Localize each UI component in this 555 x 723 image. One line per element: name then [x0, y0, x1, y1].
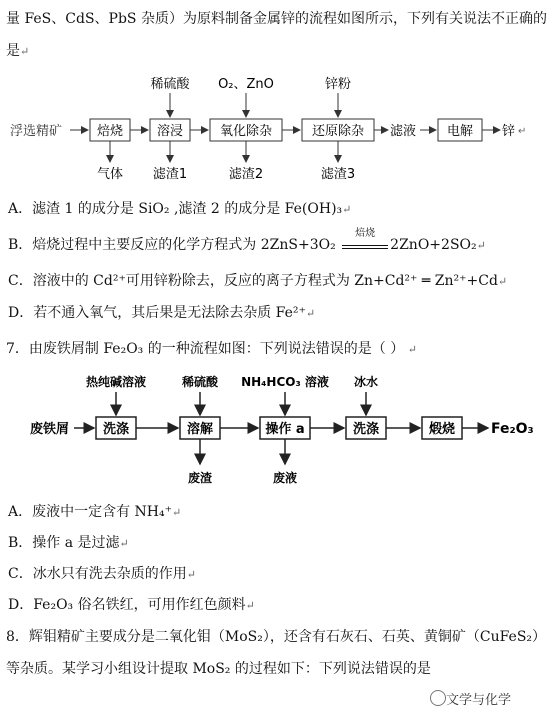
q6-option-a: A．滤渣 1 的成分是 SiO₂ ,滤渣 2 的成分是 Fe(OH)₃↵ — [8, 201, 352, 217]
q7-step-wash2-label: 洗涤 — [352, 422, 380, 437]
flow-end-zinc: 锌 — [502, 124, 516, 139]
q7-option-a: A．废液中一定含有 NH₄⁺↵ — [8, 504, 182, 520]
q7-flow-start: 废铁屑 — [30, 422, 70, 437]
q7-step-operation-a-label: 操作 a — [265, 422, 305, 437]
q6-option-b: B．焙烧过程中主要反应的化学方程式为 2ZnS+3O₂ 焙烧 2ZnO+2SO₂↵ — [8, 228, 486, 253]
output-residue3: 滤渣3 — [320, 167, 356, 182]
flow-filtrate: 滤液 — [390, 124, 417, 139]
q6-stem-line1: 量 FeS、CdS、PbS 杂质）为原料制备金属锌的流程如图所示，下列有关说法不正确的 — [6, 11, 547, 27]
q6-flowchart — [0, 68, 555, 192]
svg-text:↵: ↵ — [518, 126, 527, 137]
q7-input-nh4hco3: NH₄HCO₃ 溶液 — [241, 375, 329, 389]
input-zinc-powder: 锌粉 — [324, 77, 352, 92]
wechat-icon — [430, 690, 446, 706]
q7-option-c: C．冰水只有洗去杂质的作用↵ — [8, 566, 196, 582]
q6-stem-line2: 是↵ — [6, 43, 30, 59]
q8-line2: 等杂质。某学习小组设计提取 MoS₂ 的过程如下：下列说法错误的是 — [6, 661, 431, 677]
input-o2-zno: O₂、ZnO — [218, 77, 274, 92]
q7-stem: 7．由废铁屑制 Fe₂O₃ 的一种流程如图：下列说法错误的是（ ） ↵ — [6, 341, 417, 357]
q7-flowchart — [0, 370, 555, 494]
flow-step-roast-label: 焙烧 — [96, 124, 124, 139]
input-sulfuric-acid: 稀硫酸 — [150, 77, 190, 92]
reaction-condition-arrow: 焙烧 — [342, 237, 388, 249]
output-gas: 气体 — [96, 167, 124, 182]
output-residue2: 滤渣2 — [228, 167, 264, 182]
flow-step-reduce-label: 还原除杂 — [311, 124, 365, 139]
watermark-text: 文学与化学 — [446, 693, 512, 708]
q7-output-waste-liquid: 废液 — [272, 471, 298, 485]
q7-input-soda: 热纯碱溶液 — [85, 375, 147, 389]
q7-flow-end: Fe₂O₃ — [491, 421, 534, 437]
flow-step-leach-label: 溶浸 — [156, 124, 184, 139]
q7-input-icewater: 冰水 — [353, 375, 379, 389]
output-residue1: 滤渣1 — [152, 167, 188, 182]
q7-input-sulfuric: 稀硫酸 — [181, 375, 219, 389]
flow-step-oxidize-label: 氧化除杂 — [219, 124, 273, 139]
q6-option-d: D．若不通入氧气，其后果是无法除去杂质 Fe²⁺↵ — [8, 305, 316, 321]
q8-line1: 8．辉钼精矿主要成分是二氧化钼（MoS₂），还含有石灰石、石英、黄铜矿（CuFeS₂） — [6, 629, 547, 645]
flow-step-electrolysis-label: 电解 — [446, 124, 474, 139]
q7-option-d: D．Fe₂O₃ 俗名铁红，可用作红色颜料↵ — [8, 597, 255, 613]
q7-step-dissolve-label: 溶解 — [186, 422, 214, 437]
q7-step-calcine-label: 煅烧 — [428, 422, 456, 437]
q6-option-c: C．溶液中的 Cd²⁺可用锌粉除去，反应的离子方程式为 Zn+Cd²⁺ ═ Zn²⁺+Cd↵ — [8, 273, 508, 289]
q7-step-wash1-label: 洗涤 — [102, 422, 130, 437]
q7-output-residue: 废渣 — [187, 471, 213, 485]
flow-start: 浮选精矿 — [10, 124, 63, 139]
q7-option-b: B．操作 a 是过滤↵ — [8, 535, 129, 551]
